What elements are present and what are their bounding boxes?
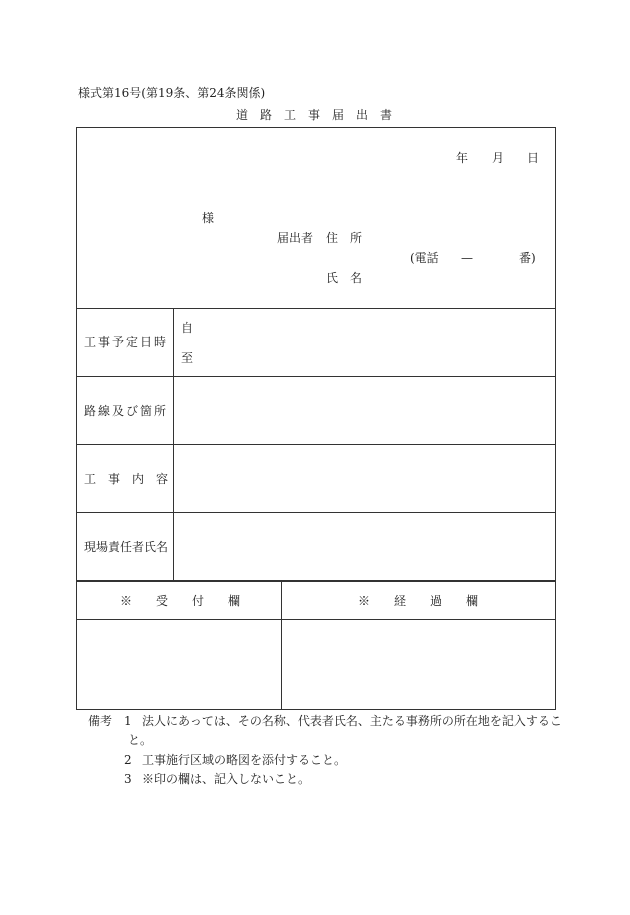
note-2-text: 工事施行区域の略図を添付すること。	[142, 753, 347, 767]
notes-heading: 備考	[88, 714, 113, 728]
document-title: 道路工事届出書	[236, 108, 405, 122]
bottom-column-divider	[281, 581, 282, 710]
addressee-suffix: 様	[202, 211, 215, 225]
date-month-label: 月	[492, 151, 505, 165]
schedule-label: 工事予定日時	[84, 335, 169, 349]
schedule-to-label: 至	[181, 351, 194, 365]
note-3-number: 3	[124, 772, 132, 786]
phone-close-label: 番)	[519, 251, 536, 265]
note-1-text: 法人にあっては、その名称、代表者氏名、主たる事務所の所在地を記入するこ	[142, 714, 562, 728]
date-day-label: 日	[527, 151, 540, 165]
route-label: 路線及び箇所	[84, 404, 169, 418]
date-year-label: 年	[456, 151, 469, 165]
note-2-number: 2	[124, 753, 132, 767]
applicant-label: 届出者	[277, 231, 314, 245]
row-divider-content	[76, 512, 556, 513]
supervisor-label: 現場責任者氏名	[84, 540, 169, 554]
note-1-number: 1	[124, 714, 132, 728]
row-divider-supervisor	[76, 580, 556, 582]
row-divider-route	[76, 444, 556, 445]
note-3-text: ※印の欄は、記入しないこと。	[142, 772, 311, 786]
label-column-divider	[173, 308, 174, 580]
address-label: 住 所	[326, 231, 363, 245]
reception-column-label: ※ 受 付 欄	[120, 594, 241, 608]
content-label: 工 事 内 容	[84, 472, 169, 486]
form-table	[76, 127, 556, 710]
row-divider-schedule	[76, 376, 556, 377]
row-divider-header	[76, 308, 556, 309]
phone-dash: —	[461, 251, 473, 265]
form-code: 様式第16号(第19条、第24条関係)	[78, 86, 266, 100]
name-label: 氏 名	[326, 271, 363, 285]
note-1-continuation: と。	[128, 733, 153, 747]
progress-column-label: ※ 経 過 欄	[358, 594, 479, 608]
schedule-from-label: 自	[181, 321, 194, 335]
row-divider-bottom-header	[76, 619, 556, 620]
phone-open-label: (電話	[410, 251, 439, 265]
